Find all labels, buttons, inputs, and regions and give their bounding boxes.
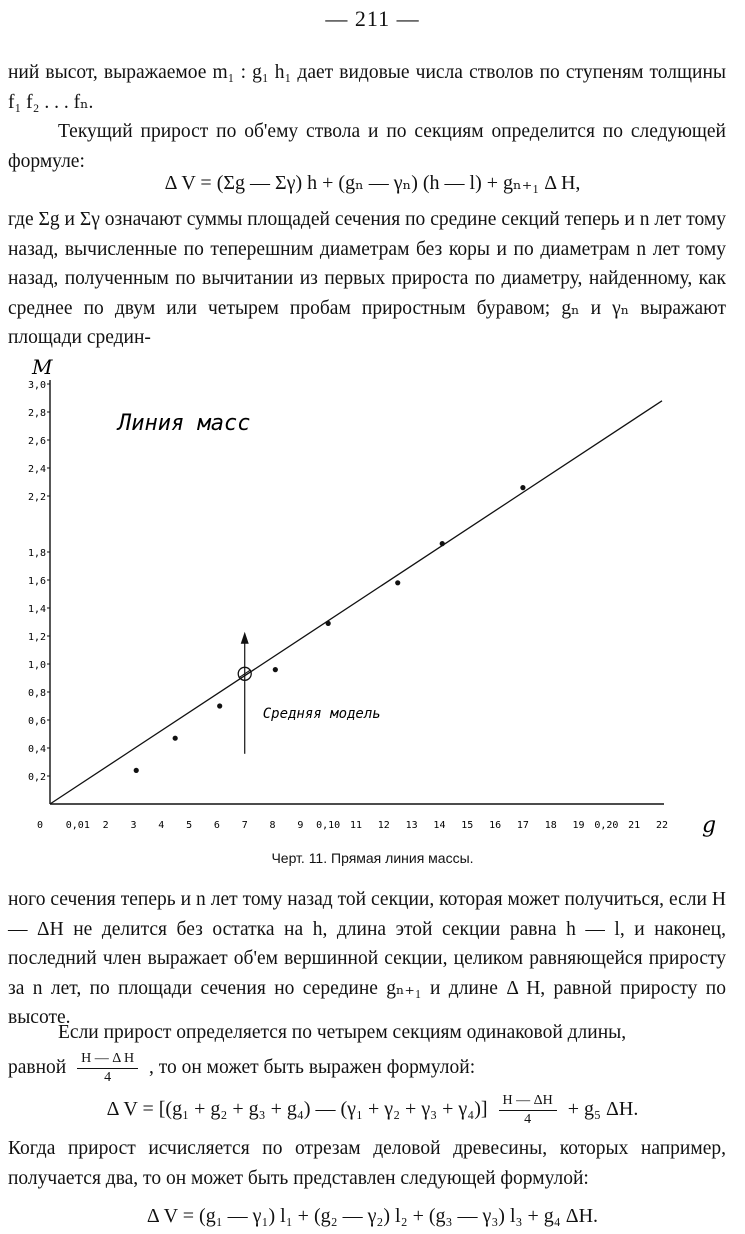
x-tick-label: 2 bbox=[102, 820, 109, 831]
x-tick-label: 7 bbox=[241, 820, 248, 831]
formula-segments: Δ V = (g₁ — γ₁) l₁ + (g₂ — γ₂) l₂ + (g₃ — γ₃) l₃ + g₄ ΔH. bbox=[146, 1205, 599, 1227]
page-number: — 211 — bbox=[325, 6, 420, 31]
x-tick-label: 21 bbox=[628, 820, 641, 831]
data-point bbox=[440, 541, 445, 546]
top-text-block bbox=[8, 58, 726, 176]
data-point bbox=[273, 667, 278, 672]
y-tick-label: 0,8 bbox=[27, 688, 46, 699]
y-tick-label: 1,4 bbox=[27, 604, 46, 615]
x-tick-label: 17 bbox=[516, 820, 529, 831]
formula-four-sections bbox=[0, 1092, 745, 1129]
x-tick-label: 8 bbox=[269, 820, 276, 831]
x-tick-label: 16 bbox=[489, 820, 502, 831]
formula-four-sections-left: Δ V = [(g₁ + g₂ + g₃ + g₄) — (γ₁ + γ₂ + γ₃ + γ₄)] bbox=[106, 1098, 488, 1121]
x-axis-label: g bbox=[702, 813, 717, 838]
data-point bbox=[326, 621, 331, 626]
data-point bbox=[395, 580, 400, 585]
formula-four-sections-right: + g₅ ΔH. bbox=[567, 1098, 639, 1121]
x-tick-label: 3 bbox=[130, 820, 137, 831]
y-tick-label: 1,8 bbox=[27, 548, 46, 559]
x-tick-label: 5 bbox=[186, 820, 193, 831]
x-tick-label: 22 bbox=[655, 820, 669, 831]
x-tick-label: 9 bbox=[297, 820, 304, 831]
x-tick-label: 4 bbox=[158, 820, 165, 831]
x-tick-label: 0,20 bbox=[594, 820, 619, 831]
fraction-four-sections-denominator: 4 bbox=[524, 1112, 532, 1127]
fraction-four-sections bbox=[499, 1092, 557, 1129]
fraction-four-sections-numerator: H — ΔH bbox=[499, 1092, 557, 1111]
x-tick-label: 14 bbox=[433, 820, 446, 831]
paragraph-continuation: ний высот, выражаемое m₁ : g₁ h₁ дает видовые числа стволов по ступеням толщины f₁ f₂ . . . fₙ. bbox=[8, 62, 726, 113]
formula-intro-label: , то он может быть выражен формулой: bbox=[148, 1056, 476, 1078]
y-tick-label: 1,6 bbox=[27, 576, 46, 587]
fraction-numerator: H — Δ H bbox=[77, 1050, 138, 1069]
y-tick-label: 2,8 bbox=[27, 408, 46, 419]
paragraph-four-sections: Если прирост определяется по четырем секциям одинаковой длины, bbox=[58, 1022, 627, 1043]
mean-model-arrow-head bbox=[241, 632, 249, 644]
x-tick-label: 15 bbox=[461, 820, 474, 831]
y-tick-label: 2,2 bbox=[27, 492, 46, 503]
y-tick-label: 0,2 bbox=[27, 772, 46, 783]
paragraph-where: где Σg и Σγ означают суммы площадей сечения по средине секций теперь и n лет тому назад, вычисленные по теперешним диаметрам без коры и по диаметрам n лет тому назад, полученным по вычитании из первых прироста по диаметру, найденному, как среднее по двум или четырем пробам приростным буравом; gₙ и γₙ выражают площади средин- bbox=[8, 209, 726, 348]
paragraph-four-sections-line2 bbox=[8, 1050, 475, 1087]
x-tick-label: 13 bbox=[405, 820, 418, 831]
paragraph-segments: Когда прирост исчисляется по отрезам деловой древесины, которых например, получается два, то он может быть представлен следующей формулой: bbox=[8, 1138, 726, 1189]
data-point bbox=[134, 768, 139, 773]
paragraph-after-chart: ного сечения теперь и n лет тому назад той секции, которая может получиться, если H — ΔH не делится без остатка на h, длина этой секции равна h — l, и наконец, последний член выражает об'ем вершинной секции, целиком равняющейся приросту за n лет, по площади сечения но середине gₙ₊₁ и длине Δ H, равной приросту по высоте. bbox=[8, 889, 726, 1028]
x-tick-label: 12 bbox=[377, 820, 390, 831]
y-tick-label: 1,0 bbox=[27, 660, 46, 671]
data-point bbox=[173, 736, 178, 741]
mean-model-label: Средняя модель bbox=[262, 705, 381, 722]
formula-volume-increment: Δ V = (Σg — Σγ) h + (gₙ — γₙ) (h — l) + gₙ₊₁ Δ H, bbox=[164, 172, 581, 194]
y-tick-label: 1,2 bbox=[27, 632, 46, 643]
y-tick-label: 3,0 bbox=[27, 380, 46, 391]
x-tick-label: 0,10 bbox=[316, 820, 341, 831]
data-point bbox=[217, 703, 222, 708]
x-tick-label: 19 bbox=[572, 820, 585, 831]
y-tick-label: 0,4 bbox=[27, 744, 46, 755]
chart-title: Линия масс bbox=[118, 411, 251, 436]
data-point bbox=[520, 485, 525, 490]
x-tick-label: 18 bbox=[544, 820, 557, 831]
y-tick-label: 2,4 bbox=[27, 464, 46, 475]
paragraph-increment-intro: Текущий прирост по об'ему ствола и по секциям определится по следующей формуле: bbox=[8, 121, 726, 172]
x-tick-label: 6 bbox=[213, 820, 220, 831]
figure-caption: Черт. 11. Прямая линия массы. bbox=[271, 850, 474, 866]
y-tick-label: 0,6 bbox=[27, 716, 46, 727]
mass-line bbox=[50, 401, 662, 804]
mass-line-chart bbox=[0, 348, 745, 848]
x-tick-label: 0,01 bbox=[65, 820, 90, 831]
fraction-denominator: 4 bbox=[104, 1070, 112, 1085]
y-axis-label: M bbox=[32, 355, 53, 379]
x-tick-label: 0 bbox=[36, 820, 44, 831]
equal-length-label: равной bbox=[8, 1056, 67, 1078]
y-tick-label: 2,6 bbox=[27, 436, 46, 447]
fraction-section-length bbox=[77, 1050, 138, 1087]
x-tick-label: 11 bbox=[349, 820, 363, 831]
